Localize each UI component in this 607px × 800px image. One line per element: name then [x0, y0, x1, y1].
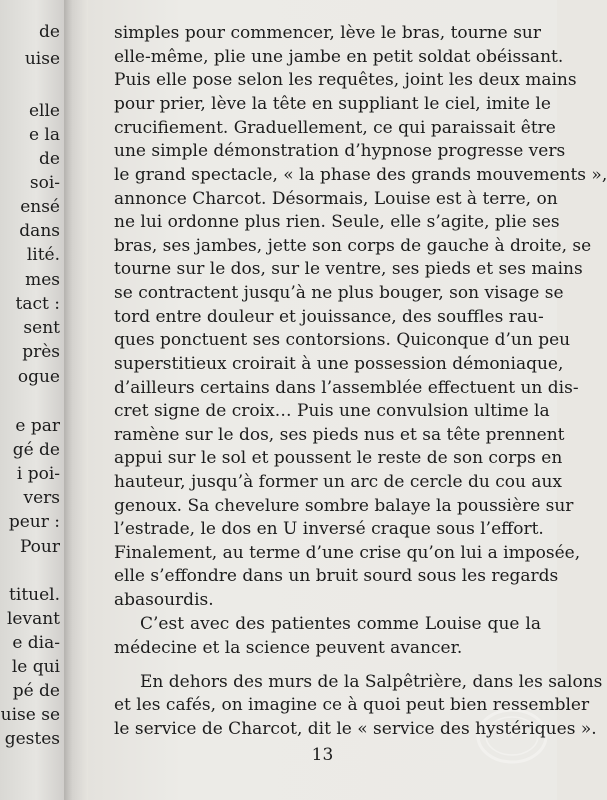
left-page-fragment: [0, 0, 66, 800]
body-text-line: tourne sur le dos, sur le ventre, ses pieds et ses mains: [114, 259, 583, 279]
body-text-line: genoux. Sa chevelure sombre balaye la poussière sur: [114, 496, 574, 516]
left-page-line: levant: [6, 609, 60, 629]
left-page-line: tituel.: [9, 585, 60, 605]
left-page-line: soi-: [29, 173, 60, 193]
body-text-line: elle-même, plie une jambe en petit soldat obéissant.: [114, 47, 564, 67]
right-page: [88, 0, 607, 800]
body-text-line: l’estrade, le dos en U inversé craque sous l’effort.: [114, 519, 544, 539]
body-text-line: elle s’effondre dans un bruit sourd sous les regards: [114, 566, 559, 586]
left-page-line: tact :: [15, 294, 60, 314]
body-text-line: superstitieux croirait à une possession démoniaque,: [114, 354, 564, 374]
left-page-line: uise se: [0, 705, 60, 725]
body-text-line: le service de Charcot, dit le « service des hystériques ».: [114, 719, 597, 739]
body-text-line: cret signe de croix… Puis une convulsion ultime la: [114, 401, 550, 421]
left-page-line: mes: [25, 270, 60, 290]
body-text-line: abasourdis.: [114, 590, 214, 610]
left-page-line: sent: [23, 318, 60, 338]
body-text-line: ne lui ordonne plus rien. Seule, elle s’agite, plie ses: [114, 212, 560, 232]
left-page-line: i poi-: [16, 464, 60, 484]
left-page-line: vers: [23, 488, 60, 508]
body-text-line: se contractent jusqu’à ne plus bouger, son visage se: [114, 283, 564, 303]
left-page-line: uise: [24, 49, 60, 69]
left-page-line: e dia-: [12, 633, 60, 653]
left-page-line: dans: [19, 221, 60, 241]
body-text-line: d’ailleurs certains dans l’assemblée effectuent un dis-: [114, 378, 579, 398]
body-text-line: le grand spectacle, « la phase des grands mouvements »,: [114, 165, 607, 185]
body-text-line: Finalement, au terme d’une crise qu’on lui a imposée,: [114, 543, 581, 563]
left-page-line: pé de: [12, 681, 60, 701]
body-text-line: ques ponctuent ses contorsions. Quiconque d’un peu: [114, 330, 571, 350]
left-page-line: peur :: [8, 512, 60, 532]
body-text-line: En dehors des murs de la Salpêtrière, dans les salons: [140, 672, 603, 692]
left-page-line: de: [39, 22, 60, 42]
left-page-line: ensé: [20, 197, 60, 217]
left-page-line: près: [22, 342, 60, 362]
left-page-line: lité.: [26, 245, 60, 265]
left-page-line: de: [39, 149, 60, 169]
body-text-line: bras, ses jambes, jette son corps de gauche à droite, se: [114, 236, 592, 256]
body-text-line: crucifiement. Graduellement, ce qui paraissait être: [114, 118, 556, 138]
left-page-line: elle: [29, 101, 60, 121]
body-text-line: hauteur, jusqu’à former un arc de cercle du cou aux: [114, 472, 563, 492]
body-text-line: appui sur le sol et poussent le reste de son corps en: [114, 448, 563, 468]
page-number: 13: [311, 745, 334, 765]
body-text-line: C’est avec des patientes comme Louise que la: [140, 614, 541, 634]
body-text-line: Puis elle pose selon les requêtes, joint les deux mains: [114, 70, 577, 90]
left-page-line: gestes: [4, 729, 60, 749]
body-text-line: simples pour commencer, lève le bras, tourne sur: [114, 23, 541, 43]
book-gutter: [64, 0, 88, 800]
body-text-line: ramène sur le dos, ses pieds nus et sa tête prennent: [114, 425, 565, 445]
left-page-line: gé de: [12, 440, 60, 460]
left-page-line: e par: [15, 416, 60, 436]
left-page-line: le qui: [11, 657, 60, 677]
body-text-line: tord entre douleur et jouissance, des souffles rau-: [114, 307, 544, 327]
body-text-line: pour prier, lève la tête en suppliant le ciel, imite le: [114, 94, 551, 114]
left-page-line: e la: [28, 125, 60, 145]
left-page-line: ogue: [17, 367, 60, 387]
body-text-line: et les cafés, on imagine ce à quoi peut bien ressembler: [114, 695, 590, 715]
body-text-line: une simple démonstration d’hypnose progresse vers: [114, 141, 566, 161]
left-page-line: Pour: [19, 537, 60, 557]
body-text-line: médecine et la science peuvent avancer.: [114, 638, 463, 658]
body-text-line: annonce Charcot. Désormais, Louise est à terre, on: [114, 189, 558, 209]
